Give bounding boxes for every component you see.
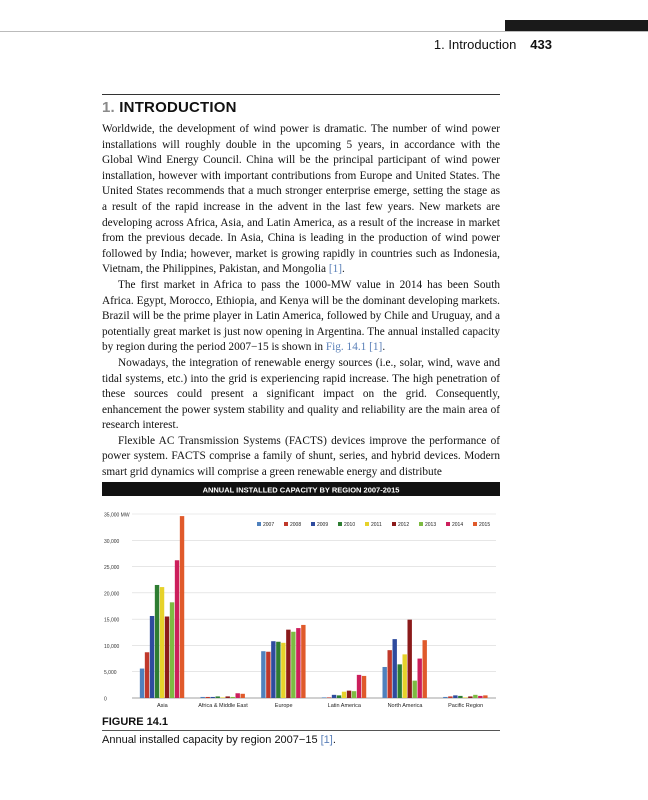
bar xyxy=(201,697,205,698)
bar xyxy=(448,696,452,698)
caption-text: Annual installed capacity by region 2007−15 xyxy=(102,734,321,746)
legend-label: 2014 xyxy=(452,522,464,528)
category-label: Africa & Middle East xyxy=(198,703,248,709)
paragraph xyxy=(102,434,500,481)
legend-swatch xyxy=(446,522,450,526)
bar xyxy=(271,641,275,698)
legend-label: 2010 xyxy=(344,522,356,528)
bar xyxy=(342,692,346,698)
bar xyxy=(393,639,397,698)
category-label: Europe xyxy=(274,703,293,709)
bar xyxy=(281,643,285,698)
legend-label: 2009 xyxy=(317,522,329,528)
bar xyxy=(352,691,356,698)
bar xyxy=(160,587,164,698)
citation-link[interactable]: [1] xyxy=(328,263,342,276)
bar xyxy=(266,652,270,698)
page-number: 433 xyxy=(530,37,552,52)
figure-caption xyxy=(102,734,336,746)
bar xyxy=(175,560,179,698)
bar xyxy=(332,695,336,698)
bar xyxy=(155,585,159,698)
legend-swatch xyxy=(284,522,288,526)
y-tick-label: 10,000 xyxy=(104,643,120,650)
caption-citation-link[interactable]: [1] xyxy=(320,734,333,746)
paragraph-text: Flexible AC Transmission Systems (FACTS) devices improve the performance of power system. FACTS comprise a family of shunt, series, and hybrid devices. Modern smart grid dynamics will comprise a green renewable energy and distribute xyxy=(102,434,500,479)
y-tick-label: 15,000 xyxy=(104,617,120,624)
legend-label: 2008 xyxy=(290,522,302,528)
body-text xyxy=(102,122,500,481)
bar-chart xyxy=(102,482,500,714)
category-label: Latin America xyxy=(327,703,361,709)
section-rule xyxy=(102,94,500,95)
bar xyxy=(180,516,184,698)
bar xyxy=(291,632,295,698)
bar xyxy=(398,664,402,698)
paragraph-end: . xyxy=(342,263,345,276)
category-label: Pacific Region xyxy=(448,703,484,709)
y-tick-label: 25,000 xyxy=(104,565,120,572)
legend-label: 2015 xyxy=(479,522,491,528)
bar xyxy=(145,652,149,698)
bar xyxy=(150,616,154,698)
header-rule xyxy=(0,31,648,32)
y-tick-label: 20,000 xyxy=(104,591,120,598)
bar xyxy=(423,640,427,698)
bar xyxy=(165,617,169,698)
paragraph-text: Nowadays, the integration of renewable energy sources (i.e., solar, wind, wave and tidal systems, etc.) into the grid is experiencing rapid increase. The high penetration of these sources could present a significant impact on the grid. Consequently, enhancement the power system stability and quality and reliability are the main area of research interest. xyxy=(102,356,500,432)
legend-label: 2013 xyxy=(425,522,437,528)
bar xyxy=(453,695,457,698)
legend-swatch xyxy=(473,522,477,526)
running-head-section: 1. Introduction xyxy=(433,37,517,52)
paragraph xyxy=(102,122,500,278)
bar xyxy=(301,625,305,698)
bar xyxy=(403,654,407,698)
bar xyxy=(286,630,290,698)
bar xyxy=(221,697,225,698)
bar xyxy=(241,694,245,698)
paragraph-text: The first market in Africa to pass the 1000-MW value in 2014 has been South Africa. Egypt, Morocco, Ethiopia, and Kenya will be the dominant developing markets. Brazil will be the prime player in Latin America, followed by Chile and Uruguay, and a potentially great market is just now opening in Argentina. The annual installed capacity by region during the period 2007−15 is shown in xyxy=(102,278,500,354)
caption-end: . xyxy=(332,734,336,746)
paragraph-text: Worldwide, the development of wind power is dramatic. The number of wind power installations will roughly double in the upcoming 5 years, in accordance with the Global Wind Energy Council. China will be the principal participant of wind power installation, however with important contributions from Europe and United States. The United States recommends that a much stronger enterprise emerge, setting the stage as a result of the rapid increase in the advent in the last few years. New markets are developing across Africa, Asia, and Latin America, as a result of the increase in market from the previous decade. In Asia, China is leading in the production of wind power followed by India; however, market is growing rapidly in countries such as Indonesia, Vietnam, the Philippines, Pakistan, and Mongolia xyxy=(102,123,500,276)
bar xyxy=(443,697,447,698)
running-head xyxy=(0,37,552,52)
section-heading xyxy=(102,99,237,116)
legend-swatch xyxy=(365,522,369,526)
paragraph-end: . xyxy=(382,341,386,354)
bar xyxy=(362,676,366,698)
section-number: 1. xyxy=(102,99,115,116)
bar xyxy=(408,620,412,698)
bar xyxy=(357,675,361,698)
legend-swatch xyxy=(392,522,396,526)
bar xyxy=(140,669,144,698)
bar xyxy=(216,696,220,698)
figure-rule xyxy=(102,730,500,731)
bar xyxy=(231,697,235,698)
category-label: North America xyxy=(387,703,423,709)
bar xyxy=(383,667,387,698)
y-tick-label: 5,000 xyxy=(104,670,117,677)
category-label: Asia xyxy=(156,703,168,709)
figure-chart xyxy=(102,482,500,714)
bar xyxy=(473,695,477,698)
legend-label: 2011 xyxy=(371,522,382,528)
paragraph xyxy=(102,356,500,434)
figure-reference-link[interactable]: Fig. 14.1 [1] xyxy=(325,341,383,354)
legend-swatch xyxy=(419,522,423,526)
bar xyxy=(458,696,462,698)
paragraph xyxy=(102,278,500,356)
bar xyxy=(296,628,300,698)
bar xyxy=(478,696,482,698)
bar xyxy=(468,696,472,698)
bar xyxy=(413,681,417,698)
bar xyxy=(226,696,230,698)
figure-label: FIGURE 14.1 xyxy=(102,716,169,728)
section-title: INTRODUCTION xyxy=(119,99,237,116)
y-tick-label: 35,000 MW xyxy=(104,512,130,519)
bar xyxy=(236,693,240,698)
legend-swatch xyxy=(257,522,261,526)
legend-label: 2007 xyxy=(263,522,275,528)
bar xyxy=(211,697,215,698)
bar xyxy=(276,642,280,698)
bar xyxy=(347,691,351,698)
bar xyxy=(322,697,326,698)
bar xyxy=(337,695,341,698)
bar xyxy=(483,695,487,698)
bar xyxy=(327,697,331,698)
bar xyxy=(170,602,174,698)
y-tick-label: 0 xyxy=(104,696,107,703)
chart-title: ANNUAL INSTALLED CAPACITY BY REGION 2007-2015 xyxy=(202,485,400,495)
y-tick-label: 30,000 xyxy=(104,538,120,545)
bar xyxy=(206,697,210,698)
legend-label: 2012 xyxy=(398,522,410,528)
bar xyxy=(418,659,422,698)
legend-swatch xyxy=(338,522,342,526)
bar xyxy=(388,650,392,698)
legend-swatch xyxy=(311,522,315,526)
bar xyxy=(463,697,467,698)
bar xyxy=(261,651,265,698)
